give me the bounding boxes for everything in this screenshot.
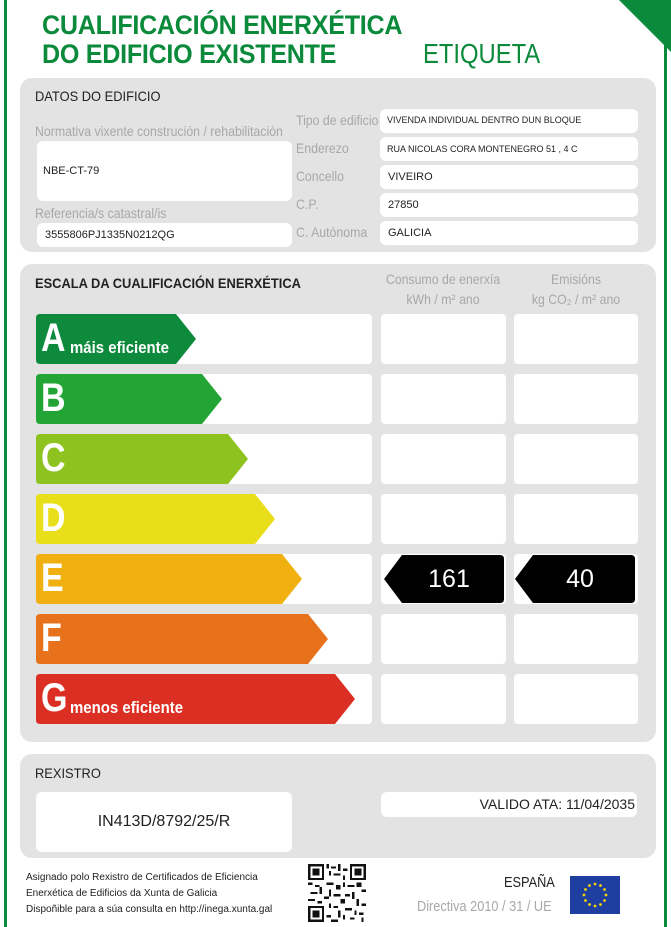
emisions-rating-marker	[515, 555, 635, 603]
consumo-header-line1: Consumo de enerxía	[385, 271, 501, 287]
consumo-header-line2: kWh / m² ano	[406, 291, 480, 307]
eu-star	[588, 884, 591, 887]
class-letter-e: E	[41, 556, 64, 600]
registry-number: IN413D/8792/25/R	[97, 813, 231, 830]
footer-line2: Enerxética de Edificios da Xunta de Galicia	[26, 888, 218, 899]
field-box-enderezo	[380, 137, 638, 161]
eu-star	[583, 894, 586, 897]
label-etiqueta: ETIQUETA	[423, 38, 541, 69]
scale-section-title: ESCALA DA CUALIFICACIÓN ENERXÉTICA	[35, 275, 301, 291]
field-label-cp: C.P.	[296, 196, 319, 212]
consumo-rating-marker	[384, 555, 504, 603]
class-bar-a	[36, 314, 196, 364]
class-arrow-f	[36, 614, 328, 664]
normativa-box	[37, 141, 292, 201]
eu-star	[594, 905, 597, 908]
page-title-line1: CUALIFICACIÓN ENERXÉTICA	[42, 10, 403, 40]
consumo-cell-c	[381, 434, 506, 484]
page-title-line2: DO EDIFICIO EXISTENTE	[42, 39, 337, 69]
field-label-tipo: Tipo de edificio	[296, 112, 379, 128]
eu-star	[584, 899, 587, 902]
eu-star	[599, 884, 602, 887]
class-letter-a: A	[41, 316, 66, 360]
referencia-value: 3555806PJ1335N0212QG	[45, 229, 175, 241]
consumo-rating-marker-value: 161	[428, 565, 470, 593]
class-desc-a: máis eficiente	[70, 338, 169, 357]
emisions-cell-g	[514, 674, 638, 724]
eu-star	[603, 899, 606, 902]
referencia-label: Referencia/s catastral/is	[35, 205, 167, 221]
class-bar-c	[36, 434, 248, 484]
field-label-autonoma: C. Autónoma	[296, 224, 368, 240]
class-letter-f: F	[41, 616, 62, 660]
field-value-cp: 27850	[388, 199, 419, 211]
normativa-value: NBE-CT-79	[43, 165, 100, 177]
footer-line3: Dispoñible para a súa consulta en http://inega.xunta.gal	[26, 904, 273, 915]
country-label: ESPAÑA	[504, 874, 555, 891]
building-data-panel	[20, 78, 656, 252]
eu-flag-icon	[570, 876, 620, 914]
field-label-concello: Concello	[296, 168, 344, 184]
emisions-cell-b	[514, 374, 638, 424]
eu-star	[599, 903, 602, 906]
valid-until-box	[381, 792, 637, 817]
field-box-cp	[380, 193, 638, 217]
directive-label: Directiva 2010 / 31 / UE	[417, 898, 552, 915]
class-desc-g: menos eficiente	[70, 698, 184, 717]
emisions-header-line1: Emisións	[551, 271, 601, 287]
eu-star	[588, 903, 591, 906]
class-bar-g	[36, 674, 355, 724]
eu-star	[605, 894, 608, 897]
class-letter-d: D	[41, 496, 66, 540]
field-label-enderezo: Enderezo	[296, 140, 349, 156]
class-letter-c: C	[41, 436, 66, 480]
emisions-cell-c	[514, 434, 638, 484]
consumo-cell-b	[381, 374, 506, 424]
class-letter-g: G	[41, 676, 68, 720]
emisions-header-line2: kg CO₂ / m² ano	[531, 291, 621, 307]
corner-decoration	[619, 0, 671, 52]
emisions-cell-a	[514, 314, 638, 364]
consumo-cell-g	[381, 674, 506, 724]
class-arrow-c	[36, 434, 248, 484]
field-box-autonoma	[380, 221, 638, 245]
emisions-cell-d	[514, 494, 638, 544]
field-value-concello: VIVEIRO	[388, 171, 433, 183]
normativa-label: Normativa vixente construción / rehabilitación	[35, 123, 283, 139]
field-box-tipo	[380, 109, 638, 133]
eu-star	[584, 888, 587, 891]
class-arrow-d	[36, 494, 275, 544]
eu-star	[594, 883, 597, 886]
class-bar-e	[36, 554, 302, 604]
class-bar-d	[36, 494, 275, 544]
emisions-rating-marker-value: 40	[566, 565, 594, 593]
field-value-tipo: VIVENDA INDIVIDUAL DENTRO DUN BLOQUE	[387, 115, 582, 125]
class-bar-b	[36, 374, 222, 424]
registry-panel	[20, 754, 656, 858]
consumo-cell-d	[381, 494, 506, 544]
registry-section-title: REXISTRO	[35, 765, 101, 781]
consumo-cell-f	[381, 614, 506, 664]
valid-until: VALIDO ATA: 11/04/2035	[479, 796, 635, 812]
qr-code-icon	[307, 864, 367, 922]
class-bar-f	[36, 614, 328, 664]
class-letter-b: B	[41, 376, 66, 420]
emisions-cell-f	[514, 614, 638, 664]
field-box-concello	[380, 165, 638, 189]
registry-number-box	[36, 792, 292, 852]
consumo-cell-a	[381, 314, 506, 364]
footer-line1: Asignado polo Rexistro de Certificados de Eficiencia	[26, 872, 258, 883]
building-section-title: DATOS DO EDIFICIO	[35, 88, 161, 104]
field-value-enderezo: RUA NICOLAS CORA MONTENEGRO 51 , 4 C	[387, 144, 578, 154]
class-arrow-e	[36, 554, 302, 604]
field-value-autonoma: GALICIA	[388, 227, 432, 239]
eu-star	[603, 888, 606, 891]
referencia-box	[37, 223, 292, 247]
